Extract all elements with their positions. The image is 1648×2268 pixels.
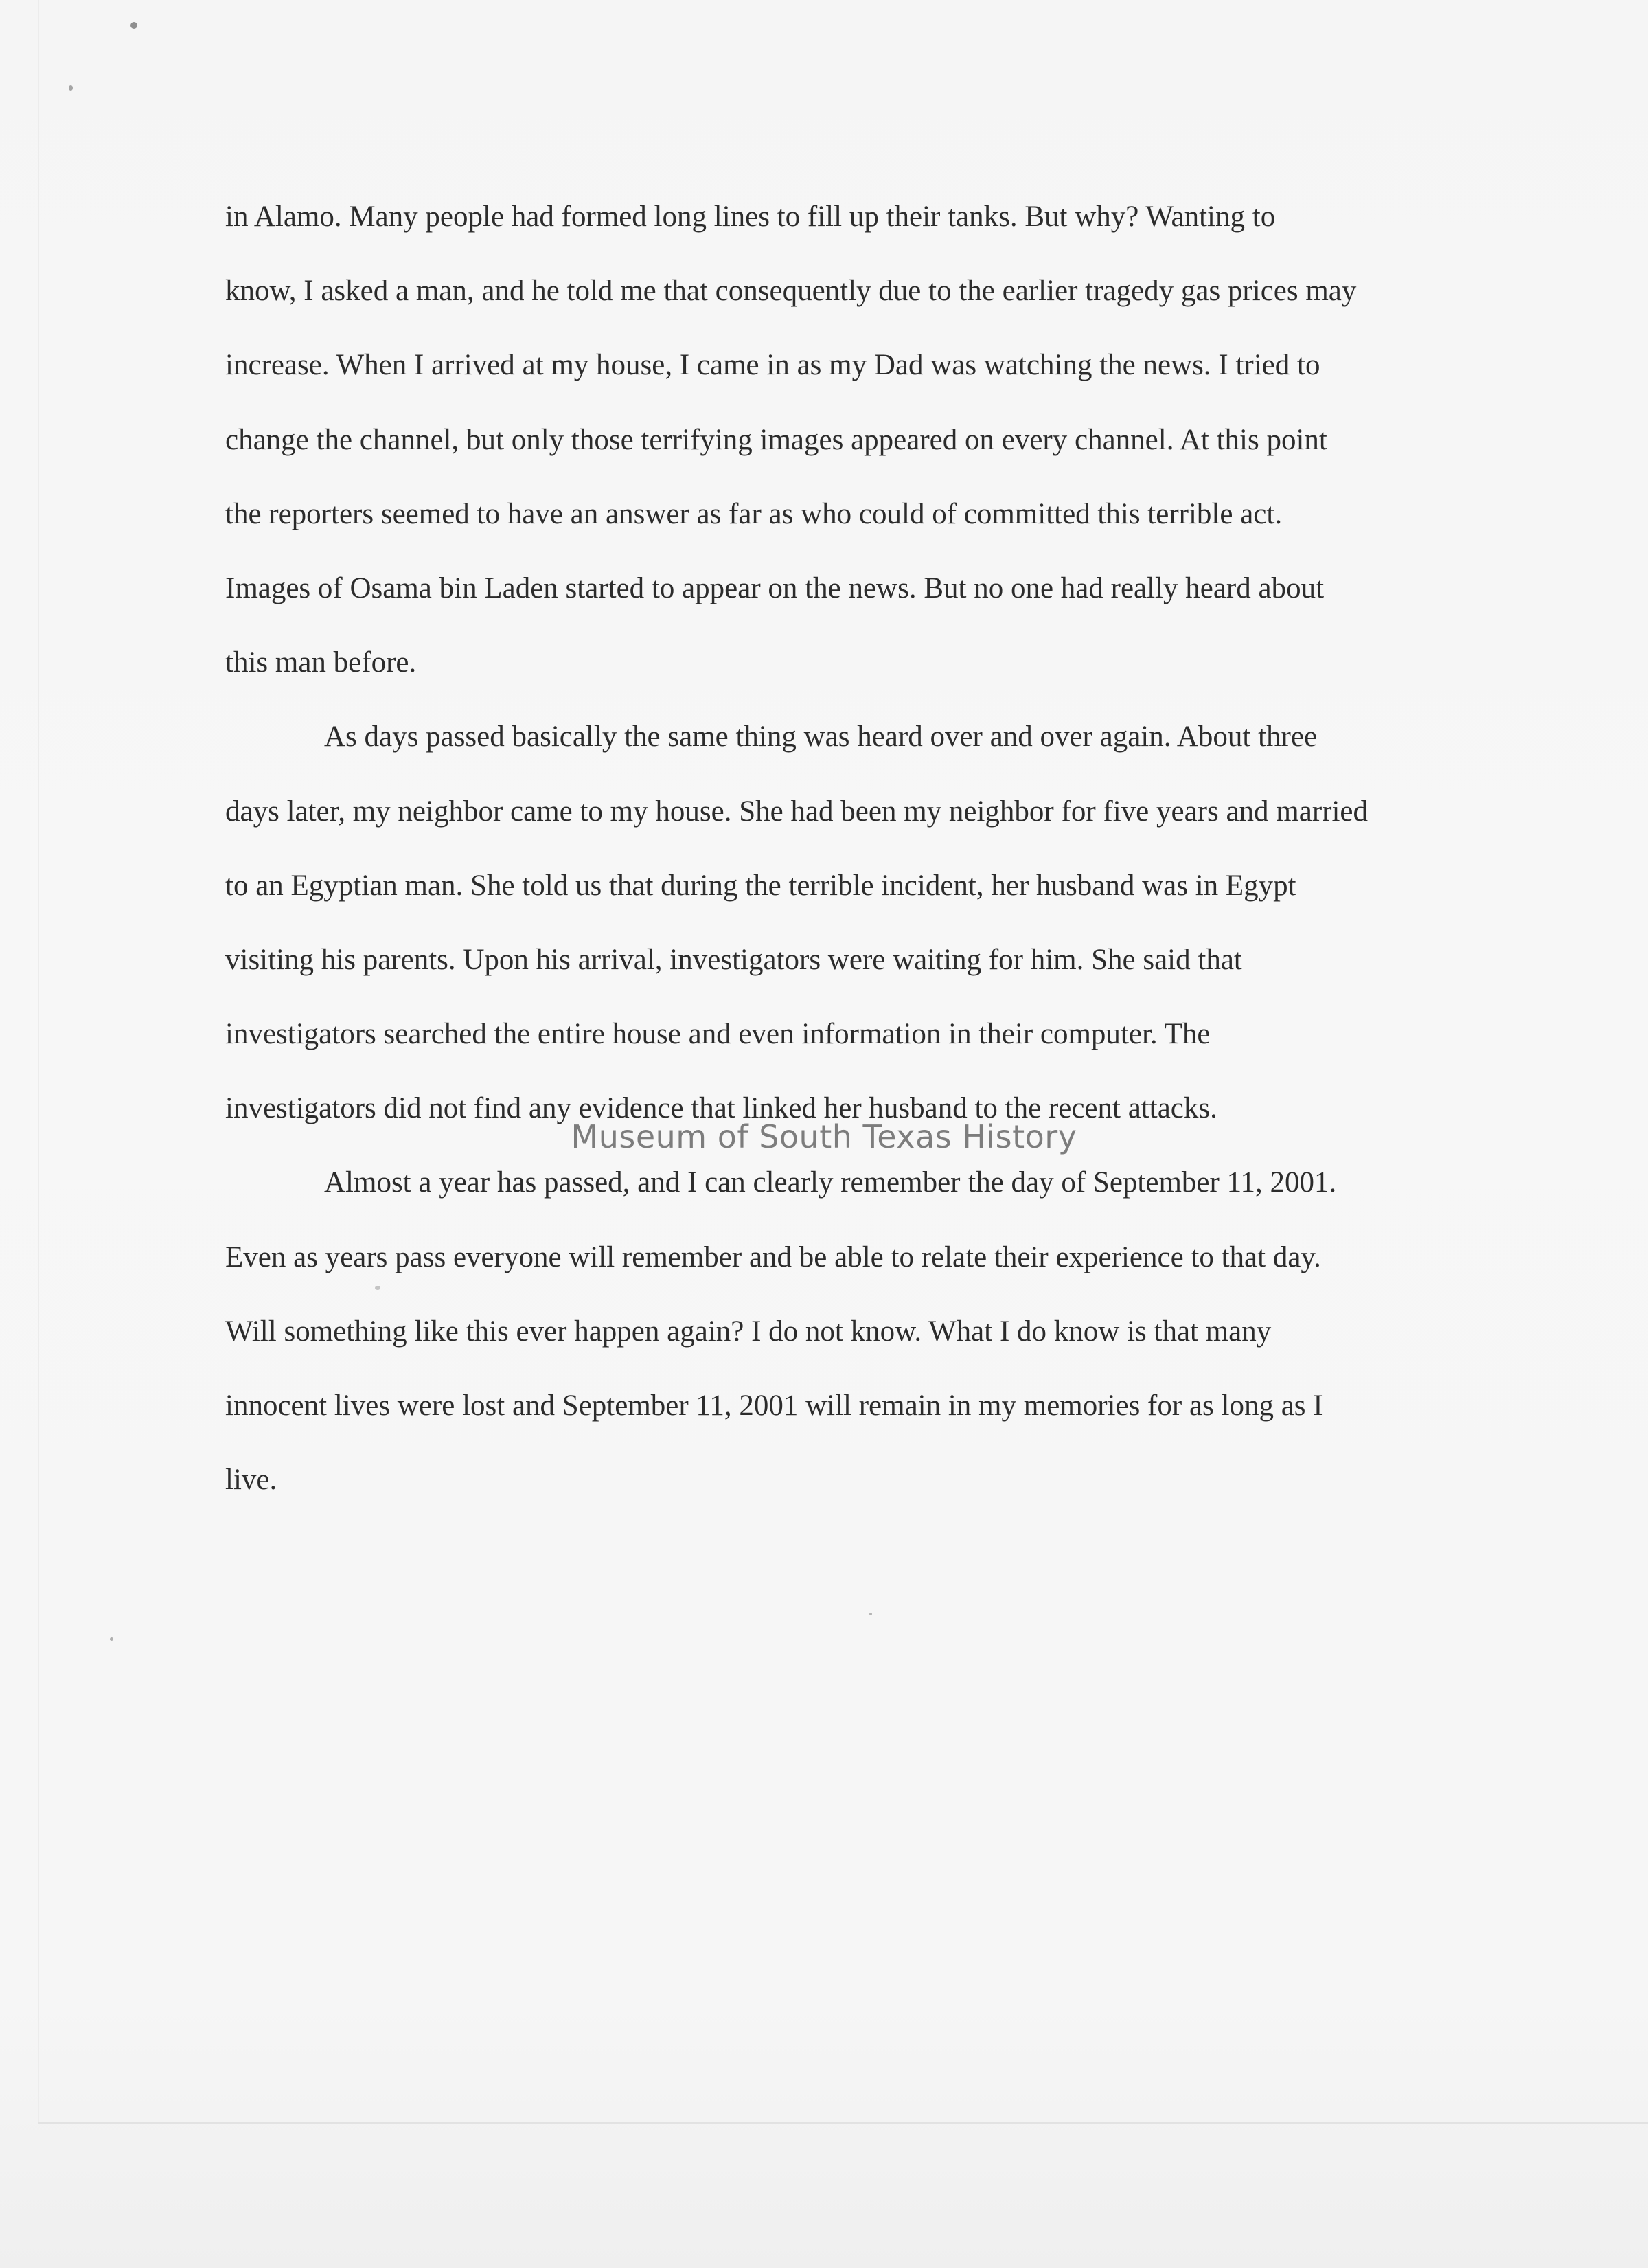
text-line: the reporters seemed to have an answer as far as who could of committed this terrible act. — [225, 497, 1283, 530]
text-line: innocent lives were lost and September 11, 2001 will remain in my memories for as long as I — [225, 1390, 1323, 1422]
scan-speck — [110, 1637, 113, 1641]
paragraph-start-line: Almost a year has passed, and I can clearly remember the day of September 11, 2001. — [324, 1166, 1337, 1199]
text-line: this man before. — [225, 646, 417, 679]
text-line: Even as years pass everyone will remember and be able to relate their experience to that day. — [225, 1240, 1321, 1273]
text-line: in Alamo. Many people had formed long lines to fill up their tanks. But why? Wanting to — [225, 201, 1276, 233]
text-line: investigators did not find any evidence that linked her husband to the recent attacks. — [225, 1092, 1217, 1125]
text-line: know, I asked a man, and he told me that consequently due to the earlier tragedy gas prices may — [225, 275, 1357, 308]
paper-left-edge — [38, 0, 39, 2124]
watermark: Museum of South Texas History — [571, 1118, 1077, 1155]
paper-bottom-edge — [38, 2122, 1648, 2124]
text-line: to an Egyptian man. She told us that during the terrible incident, her husband was in Egypt — [225, 869, 1296, 902]
text-line: days later, my neighbor came to my house. She had been my neighbor for five years and married — [225, 795, 1369, 828]
text-line: investigators searched the entire house and even information in their computer. The — [225, 1018, 1211, 1051]
text-line: increase. When I arrived at my house, I came in as my Dad was watching the news. I tried to — [225, 349, 1320, 382]
scan-speck — [869, 1613, 872, 1615]
scan-speck — [69, 85, 73, 91]
paragraph-start-line: As days passed basically the same thing was heard over and over again. About three — [324, 721, 1318, 753]
text-line: Will something like this ever happen again? I do not know. What I do know is that many — [225, 1315, 1272, 1348]
text-line: change the channel, but only those terrifying images appeared on every channel. At this point — [225, 423, 1327, 456]
scan-speck — [130, 22, 137, 29]
text-line: visiting his parents. Upon his arrival, investigators were waiting for him. She said that — [225, 943, 1242, 976]
text-line: live. — [225, 1464, 277, 1497]
text-line: Images of Osama bin Laden started to appear on the news. But no one had really heard about — [225, 571, 1325, 604]
essay-body — [225, 180, 1530, 1517]
